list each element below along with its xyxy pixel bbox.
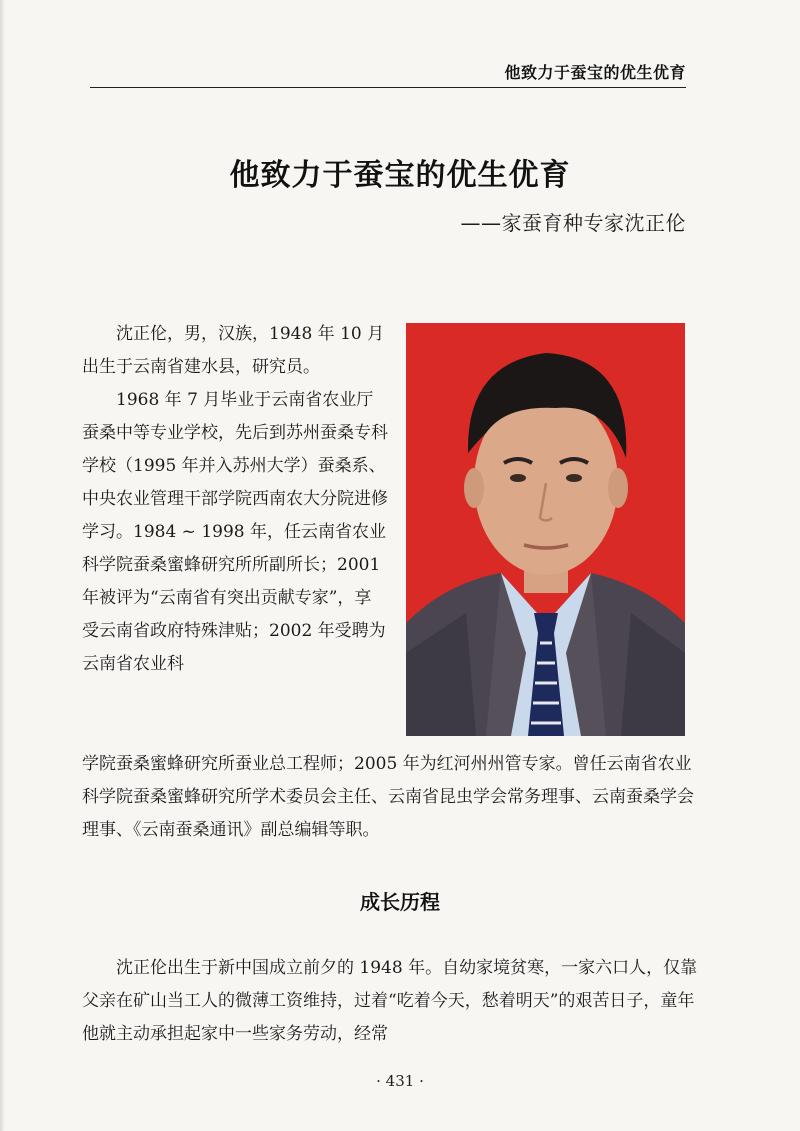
article-subtitle: ——家蚕育种专家沈正伦 <box>460 211 686 235</box>
portrait-photo <box>406 323 685 736</box>
page-number: · 431 · <box>376 1072 424 1090</box>
eye-right <box>566 474 582 482</box>
header-rule <box>90 87 686 88</box>
intro-text-block <box>82 318 388 681</box>
continuation-text-block <box>82 748 698 847</box>
eye-left <box>510 474 526 482</box>
portrait-illustration <box>406 323 685 736</box>
section-paragraph: 沈正伦出生于新中国成立前夕的 1948 年。自幼家境贫寒，一家六口人，仅靠父亲在矿山当工人的微薄工资维持，过着“吃着今天，愁着明天”的艰苦日子，童年他就主动承担起家中一些家务劳动，经常 <box>82 958 698 1044</box>
intro-paragraph: 1968 年 7 月毕业于云南省农业厅蚕桑中等专业学校，先后到苏州蚕桑专科学校（1995 年并入苏州大学）蚕桑系、中央农业管理干部学院西南农大分院进修学习。1984 ~ 1998 年，任云南省农业科学院蚕桑蜜蜂研究所所副所长；2001 年被评为“云南省有突出贡献专家”，享受云南省政府特殊津贴；2002 年受聘为云南省农业科 <box>82 390 388 674</box>
running-header: 他致力于蚕宝的优生优育 <box>504 63 686 82</box>
ear-left <box>464 468 484 508</box>
ear-right <box>608 468 628 508</box>
article-title: 他致力于蚕宝的优生优育 <box>229 158 571 193</box>
section-text-block <box>82 952 698 1051</box>
continuation-paragraph: 学院蚕桑蜜蜂研究所蚕业总工程师；2005 年为红河州州管专家。曾任云南省农业科学院蚕桑蜜蜂研究所学术委员会主任、云南省昆虫学会常务理事、云南蚕桑学会理事、《云南蚕桑通讯》副总编辑等职。 <box>82 754 694 840</box>
intro-paragraph: 沈正伦，男，汉族，1948 年 10 月出生于云南省建水县，研究员。 <box>82 324 385 377</box>
section-heading: 成长历程 <box>360 890 440 914</box>
